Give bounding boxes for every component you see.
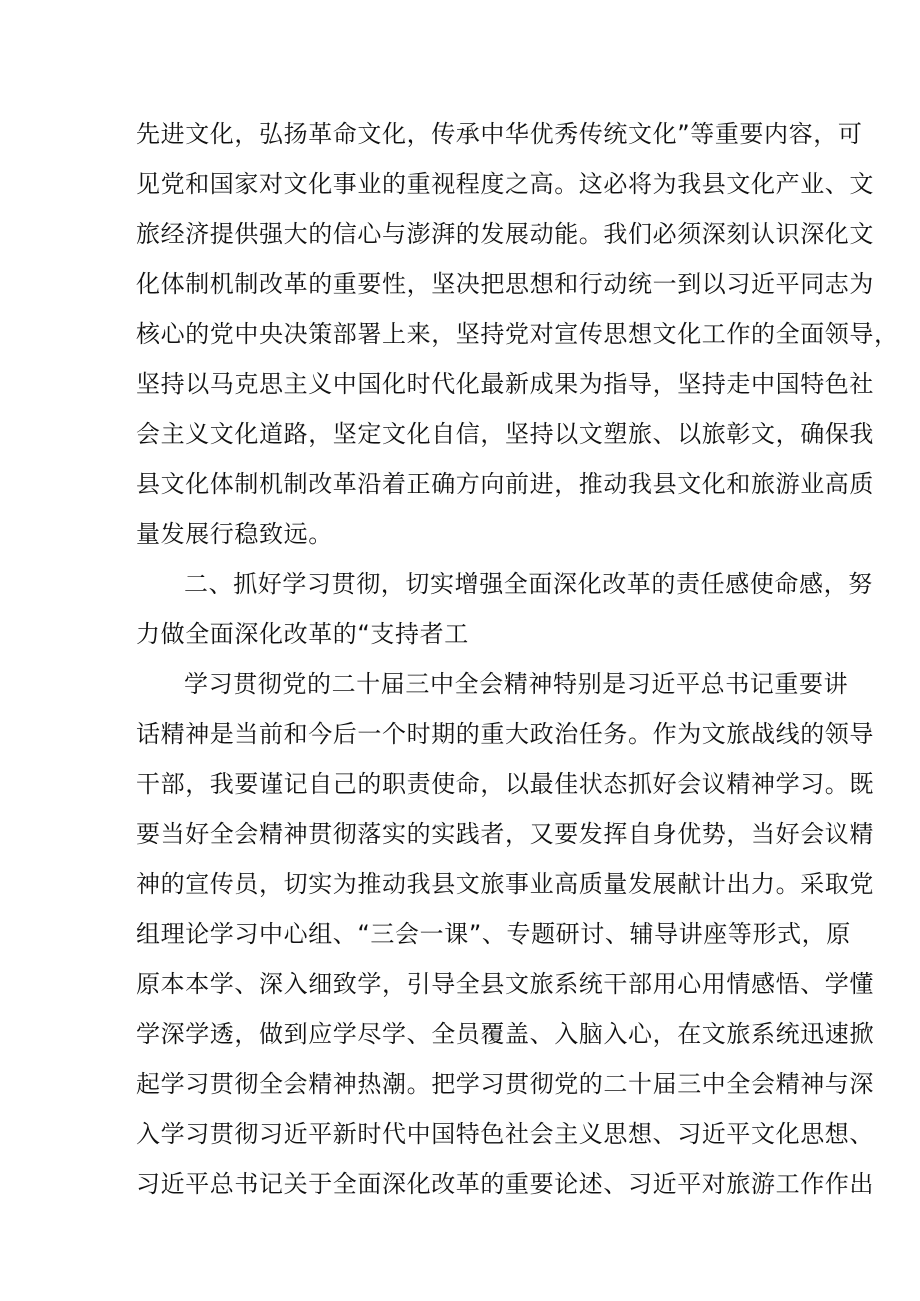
text-line-13: 话精神是当前和今后一个时期的重大政治任务。作为文旅战线的领导 xyxy=(136,720,874,748)
text-line-6: 坚持以马克思主义中国化时代化最新成果为指导，坚持走中国特色社 xyxy=(136,370,874,398)
text-line-8: 县文化体制机制改革沿着正确方向前进，推动我县文化和旅游业高质 xyxy=(136,470,874,498)
text-line-14: 干部，我要谨记自己的职责使命，以最佳状态抓好会议精神学习。既 xyxy=(136,770,874,798)
text-line-9: 量发展行稳致远。 xyxy=(136,520,333,548)
text-line-18: 原本本学、深入细致学，引导全县文旅系统干部用心用情感悟、学懂 xyxy=(136,970,874,998)
text-line-2: 见党和国家对文化事业的重视程度之高。这必将为我县文化产业、文 xyxy=(136,170,874,198)
text-line-20: 起学习贯彻全会精神热潮。把学习贯彻党的二十届三中全会精神与深 xyxy=(136,1070,874,1098)
text-line-4: 化体制机制改革的重要性，坚决把思想和行动统一到以习近平同志为 xyxy=(136,270,874,298)
text-line-22: 习近平总书记关于全面深化改革的重要论述、习近平对旅游工作作出 xyxy=(136,1170,874,1198)
section-heading-line-2: 力做全面深化改革的“支持者工 xyxy=(136,620,469,648)
text-line-15: 要当好全会精神贯彻落实的实践者，又要发挥自身优势，当好会议精 xyxy=(136,820,874,848)
text-line-21: 入学习贯彻习近平新时代中国特色社会主义思想、习近平文化思想、 xyxy=(136,1120,874,1148)
text-line-5: 核心的党中央决策部署上来，坚持党对宣传思想文化工作的全面领导， xyxy=(136,320,899,348)
text-line-1: 先进文化，弘扬革命文化，传承中华优秀传统文化”等重要内容，可 xyxy=(136,120,863,148)
text-line-17: 组理论学习中心组、“三会一课”、专题研讨、辅导讲座等形式，原 xyxy=(136,920,851,948)
section-heading-line-1: 二、抓好学习贯彻，切实增强全面深化改革的责任感使命感，努 xyxy=(184,570,873,598)
text-line-7: 会主义文化道路，坚定文化自信，坚持以文塑旅、以旅彰文，确保我 xyxy=(136,420,874,448)
text-line-16: 神的宣传员，切实为推动我县文旅事业高质量发展献计出力。采取党 xyxy=(136,870,874,898)
text-line-3: 旅经济提供强大的信心与澎湃的发展动能。我们必须深刻认识深化文 xyxy=(136,220,874,248)
text-line-19: 学深学透，做到应学尽学、全员覆盖、入脑入心，在文旅系统迅速掀 xyxy=(136,1020,874,1048)
text-line-12: 学习贯彻党的二十届三中全会精神特别是习近平总书记重要讲 xyxy=(184,670,849,698)
